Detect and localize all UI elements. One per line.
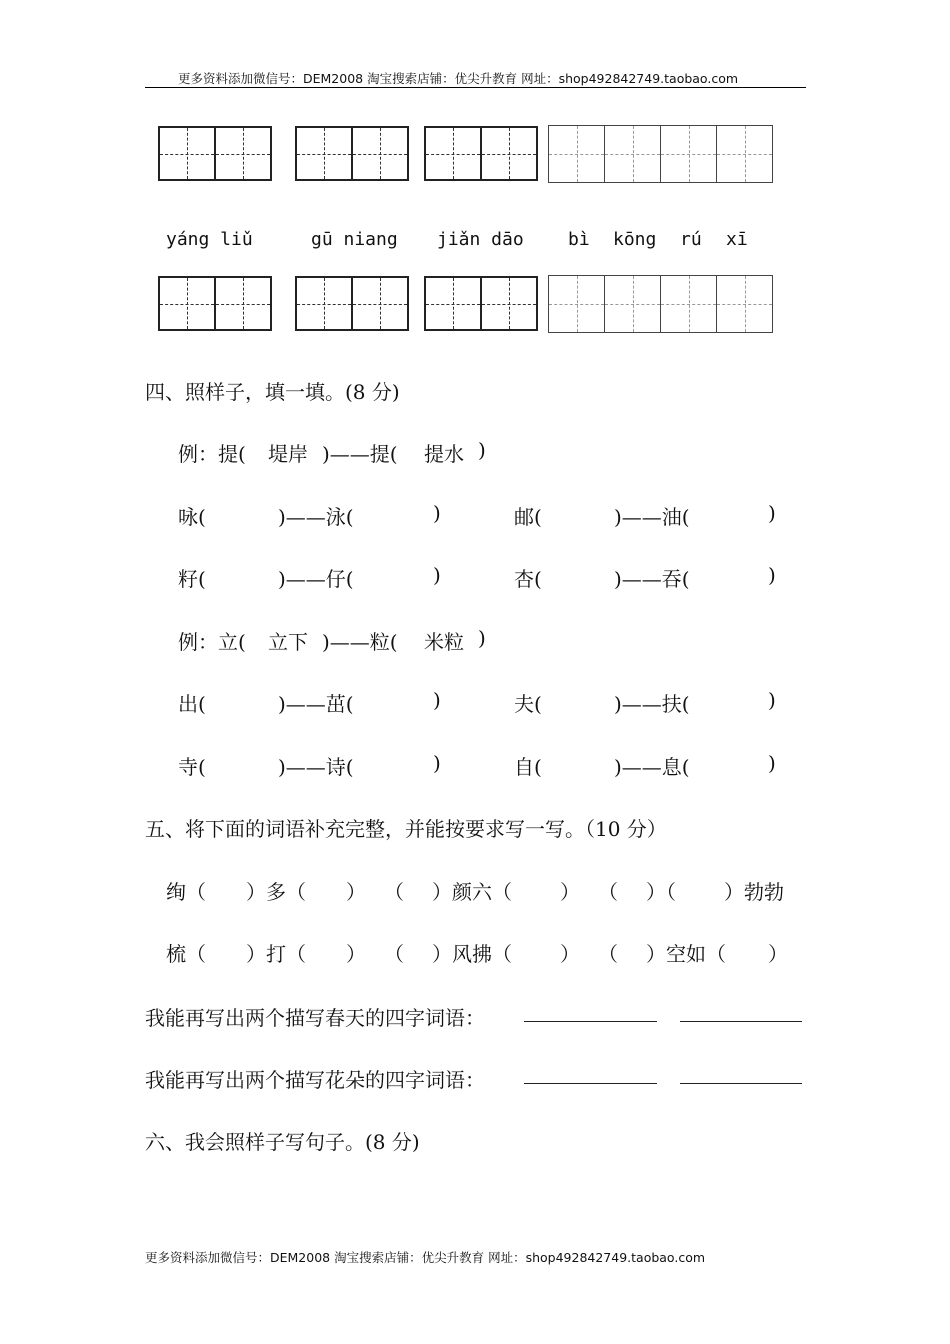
grid-cell xyxy=(158,126,216,181)
fill-item: 籽( xyxy=(178,567,206,591)
fill-item: )——扶( xyxy=(614,692,690,716)
fill-item: )——诗( xyxy=(278,755,354,779)
answer-line[interactable] xyxy=(524,1083,657,1084)
fill-item: ) xyxy=(768,563,776,587)
idiom-part: ）空如（ xyxy=(646,942,726,966)
fill-item: 出( xyxy=(178,692,206,716)
writing-grid xyxy=(424,276,536,331)
grid-cell xyxy=(604,125,661,183)
fill-item: )——仔( xyxy=(278,567,354,591)
fill-item: )——吞( xyxy=(614,567,690,591)
spring-prompt: 我能再写出两个描写春天的四字词语： xyxy=(145,1006,485,1030)
grid-cell xyxy=(660,125,717,183)
section4-title: 四、照样子，填一填。(8 分) xyxy=(145,380,400,404)
idiom-part: ） xyxy=(560,880,580,904)
fill-item: 寺( xyxy=(178,755,206,779)
grid-cell xyxy=(604,275,661,333)
grid-cell xyxy=(660,275,717,333)
idiom-part: ）勃勃 xyxy=(724,880,784,904)
pinyin-guniang: gū niang xyxy=(311,229,398,250)
example2-a: 例：立( xyxy=(178,630,246,654)
example2-bw: 米粒 xyxy=(424,630,464,654)
idiom-part: 绚（ xyxy=(166,880,206,904)
idiom-part: ）（ xyxy=(646,880,676,904)
idiom-part: ） xyxy=(768,942,788,966)
idiom-part: ）颜六（ xyxy=(432,880,512,904)
pinyin-bi: bì xyxy=(568,229,590,250)
fill-item: 夫( xyxy=(514,692,542,716)
idiom-part: ） xyxy=(346,942,366,966)
fill-item: ) xyxy=(768,501,776,525)
idiom-part: （ xyxy=(598,942,618,966)
idiom-part: （ xyxy=(598,880,618,904)
grid-cell xyxy=(480,126,538,181)
grid-cell xyxy=(295,276,353,331)
fill-item: ) xyxy=(768,751,776,775)
example1-a: 例：提( xyxy=(178,442,246,466)
grid-cell xyxy=(214,276,272,331)
page-footer: 更多资料添加微信号：DEM2008 淘宝搜索店铺：优尖升教育 网址：shop492842749.taobao.com xyxy=(145,1250,706,1265)
example1-end: ) xyxy=(478,438,486,462)
idiom-part: ）风拂（ xyxy=(432,942,512,966)
fill-item: 杏( xyxy=(514,567,542,591)
writing-grid-four xyxy=(548,125,772,183)
writing-grid xyxy=(295,276,407,331)
idiom-part: （ xyxy=(384,880,404,904)
section5-title: 五、将下面的词语补充完整，并能按要求写一写。（10 分） xyxy=(145,817,667,841)
writing-grid xyxy=(295,126,407,181)
writing-grid xyxy=(424,126,536,181)
answer-line[interactable] xyxy=(524,1021,657,1022)
example2-aw: 立下 xyxy=(268,630,308,654)
grid-cell xyxy=(424,126,482,181)
fill-item: )——息( xyxy=(614,755,690,779)
flower-prompt: 我能再写出两个描写花朵的四字词语： xyxy=(145,1068,485,1092)
writing-grid xyxy=(158,126,270,181)
fill-item: ) xyxy=(433,501,441,525)
grid-cell xyxy=(351,276,409,331)
writing-grid xyxy=(158,276,270,331)
example2-mid: )——粒( xyxy=(322,630,398,654)
writing-grid-four xyxy=(548,275,772,333)
pinyin-ru: rú xyxy=(680,229,702,250)
idiom-part: ） xyxy=(346,880,366,904)
idiom-part: 梳（ xyxy=(166,942,206,966)
answer-line[interactable] xyxy=(680,1021,802,1022)
grid-cell xyxy=(716,125,773,183)
grid-cell xyxy=(548,125,605,183)
example2-end: ) xyxy=(478,626,486,650)
fill-item: 邮( xyxy=(514,505,542,529)
header-rule xyxy=(145,87,806,88)
grid-cell xyxy=(351,126,409,181)
fill-item: ) xyxy=(433,688,441,712)
pinyin-xi: xī xyxy=(726,229,748,250)
grid-cell xyxy=(548,275,605,333)
fill-item: ) xyxy=(433,563,441,587)
example1-bw: 提水 xyxy=(424,442,464,466)
page-header: 更多资料添加微信号：DEM2008 淘宝搜索店铺：优尖升教育 网址：shop492842749.taobao.com xyxy=(178,71,739,86)
pinyin-jiandao: jiǎn dāo xyxy=(437,229,524,250)
grid-cell xyxy=(480,276,538,331)
fill-item: 咏( xyxy=(178,505,206,529)
idiom-part: ）打（ xyxy=(246,942,306,966)
grid-cell xyxy=(214,126,272,181)
grid-cell xyxy=(424,276,482,331)
idiom-part: （ xyxy=(384,942,404,966)
example1-aw: 堤岸 xyxy=(268,442,308,466)
grid-cell xyxy=(295,126,353,181)
idiom-part: ） xyxy=(560,942,580,966)
grid-cell xyxy=(158,276,216,331)
grid-cell xyxy=(716,275,773,333)
fill-item: )——泳( xyxy=(278,505,354,529)
fill-item: ) xyxy=(768,688,776,712)
fill-item: ) xyxy=(433,751,441,775)
pinyin-yangliu: yáng liǔ xyxy=(166,229,253,250)
fill-item: )——油( xyxy=(614,505,690,529)
example1-mid: )——提( xyxy=(322,442,398,466)
pinyin-kong: kōng xyxy=(613,229,657,250)
fill-item: 自( xyxy=(514,755,542,779)
answer-line[interactable] xyxy=(680,1083,802,1084)
idiom-part: ）多（ xyxy=(246,880,306,904)
fill-item: )——茁( xyxy=(278,692,354,716)
section6-title: 六、我会照样子写句子。(8 分) xyxy=(145,1130,420,1154)
